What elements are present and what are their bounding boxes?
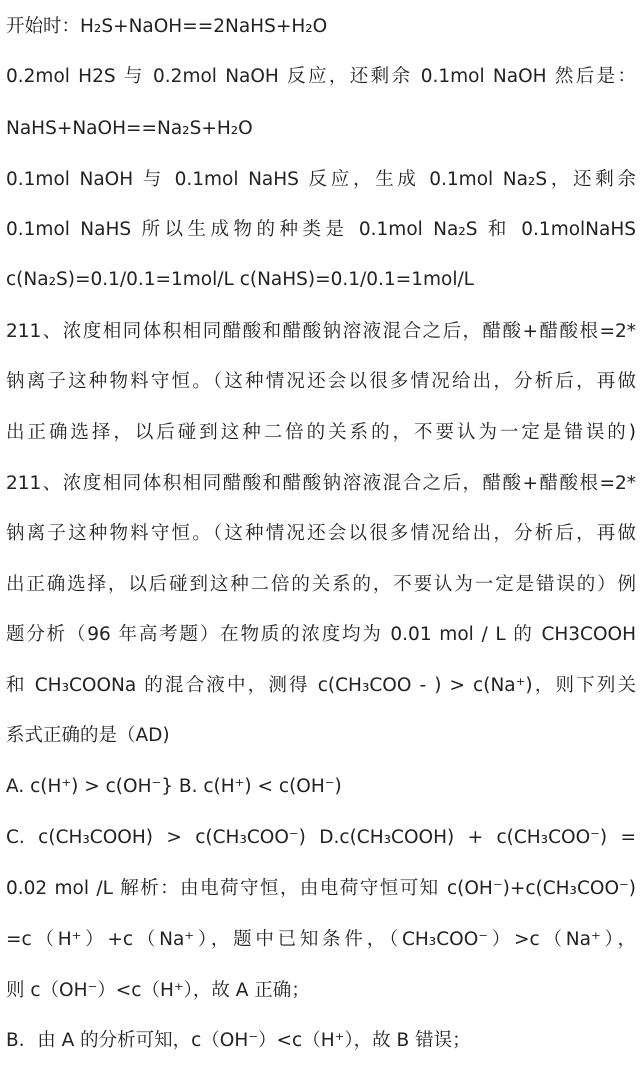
text-line-5: 0.1mol NaHS 所以生成物的种类是 0.1mol Na₂S 和 0.1molNaHS (6, 219, 636, 240)
text-line-19: =c（H⁺）+c（Na⁺），题中已知条件，（CH₃COO⁻）>c（Na⁺）， (6, 929, 636, 950)
text-line-20: 则 c（OH⁻）<c（H⁺），故 A 正确； (6, 980, 310, 1001)
text-line-17: C. c(CH₃COOH) > c(CH₃COO⁻) D.c(CH₃COOH) + c(CH₃COO⁻) = (6, 827, 636, 848)
text-line-12: 出正确选择，以后碰到这种二倍的关系的，不要认为一定是错误的）例 (6, 574, 636, 595)
text-line-6: c(Na₂S)=0.1/0.1=1mol/L c(NaHS)=0.1/0.1=1mol/L (6, 269, 474, 290)
text-line-16: A. c(H⁺) > c(OH⁻} B. c(H⁺) < c(OH⁻) (6, 776, 342, 797)
text-line-3: NaHS+NaOH==Na₂S+H₂O (6, 118, 253, 139)
text-line-21: B．由 A 的分析可知，c（OH⁻）<c（H⁺），故 B 错误； (6, 1030, 471, 1051)
text-line-4: 0.1mol NaOH 与 0.1mol NaHS 反应，生成 0.1mol Na₂S，还剩余 (6, 169, 636, 190)
text-line-15: 系式正确的是（AD) (6, 725, 170, 746)
text-line-8: 钠离子这种物料守恒。（这种情况还会以很多情况给出，分析后，再做 (6, 371, 636, 392)
text-line-18: 0.02 mol /L 解析：由电荷守恒，由电荷守恒可知 c(OH⁻)+c(CH₃COO⁻) (6, 878, 636, 899)
text-line-10: 211、浓度相同体积相同醋酸和醋酸钠溶液混合之后，醋酸+醋酸根=2* (6, 473, 636, 494)
text-line-7: 211、浓度相同体积相同醋酸和醋酸钠溶液混合之后，醋酸+醋酸根=2* (6, 321, 636, 342)
text-line-1: 开始时：H₂S+NaOH==2NaHS+H₂O (6, 16, 328, 37)
text-line-2: 0.2mol H2S 与 0.2mol NaOH 反应，还剩余 0.1mol NaOH 然后是： (6, 66, 636, 87)
text-line-13: 题分析（96 年高考题）在物质的浓度均为 0.01 mol / L 的 CH3COOH (6, 624, 636, 645)
text-line-9: 出正确选择，以后碰到这种二倍的关系的，不要认为一定是错误的) (6, 422, 636, 443)
text-line-11: 钠离子这种物料守恒。（这种情况还会以很多情况给出，分析后，再做 (6, 523, 636, 544)
text-line-14: 和 CH₃COONa 的混合液中，测得 c(CH₃COO - ) > c(Na⁺)，则下列关 (6, 675, 636, 696)
